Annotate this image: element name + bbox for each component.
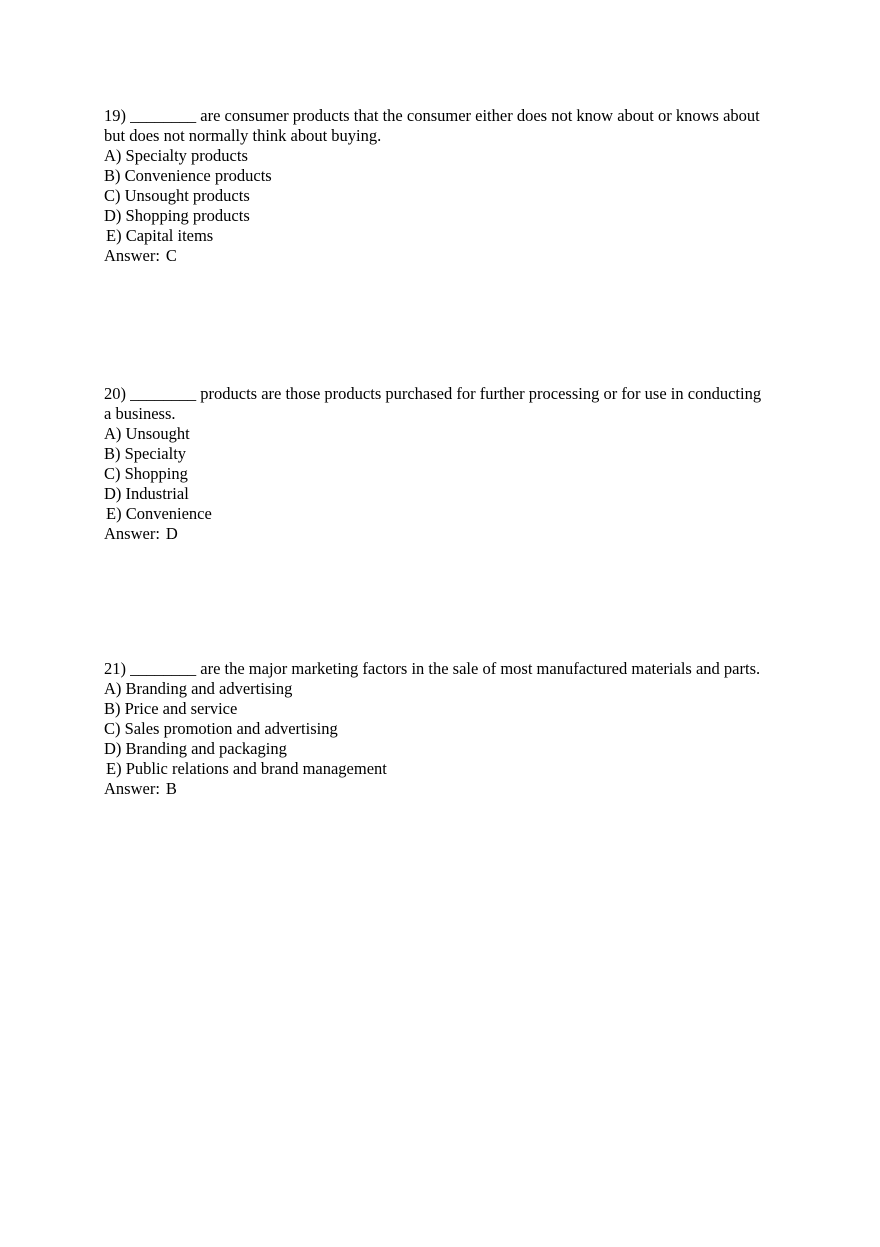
question-stem: 20) ________ products are those products purchased for further processing or for use in conducting a business. xyxy=(104,384,762,423)
option-b: B) Price and service xyxy=(104,699,238,718)
question-21 xyxy=(104,659,764,799)
option-d: D) Shopping products xyxy=(104,206,250,225)
option-a: A) Branding and advertising xyxy=(104,679,293,698)
answer-value: D xyxy=(165,524,178,543)
question-20 xyxy=(104,384,764,544)
answer-label: Answer: xyxy=(104,524,160,543)
answer-line xyxy=(104,779,764,799)
option-d: D) Branding and packaging xyxy=(104,739,287,758)
answer-value: C xyxy=(165,246,177,265)
option-c: C) Sales promotion and advertising xyxy=(104,719,338,738)
question-19 xyxy=(104,106,764,266)
option-e: E) Capital items xyxy=(106,226,214,245)
answer-label: Answer: xyxy=(104,779,160,798)
option-b: B) Convenience products xyxy=(104,166,272,185)
option-c: C) Unsought products xyxy=(104,186,250,205)
answer-value: B xyxy=(165,779,177,798)
question-stem: 19) ________ are consumer products that the consumer either does not know about or knows about but does not normally think about buying. xyxy=(104,106,760,145)
option-c: C) Shopping xyxy=(104,464,188,483)
option-e: E) Public relations and brand management xyxy=(106,759,387,778)
answer-line xyxy=(104,246,764,266)
answer-label: Answer: xyxy=(104,246,160,265)
option-b: B) Specialty xyxy=(104,444,187,463)
option-a: A) Specialty products xyxy=(104,146,248,165)
answer-line xyxy=(104,524,764,544)
question-stem: 21) ________ are the major marketing factors in the sale of most manufactured materials and parts. xyxy=(104,659,761,678)
option-e: E) Convenience xyxy=(106,504,212,523)
option-d: D) Industrial xyxy=(104,484,189,503)
option-a: A) Unsought xyxy=(104,424,190,443)
